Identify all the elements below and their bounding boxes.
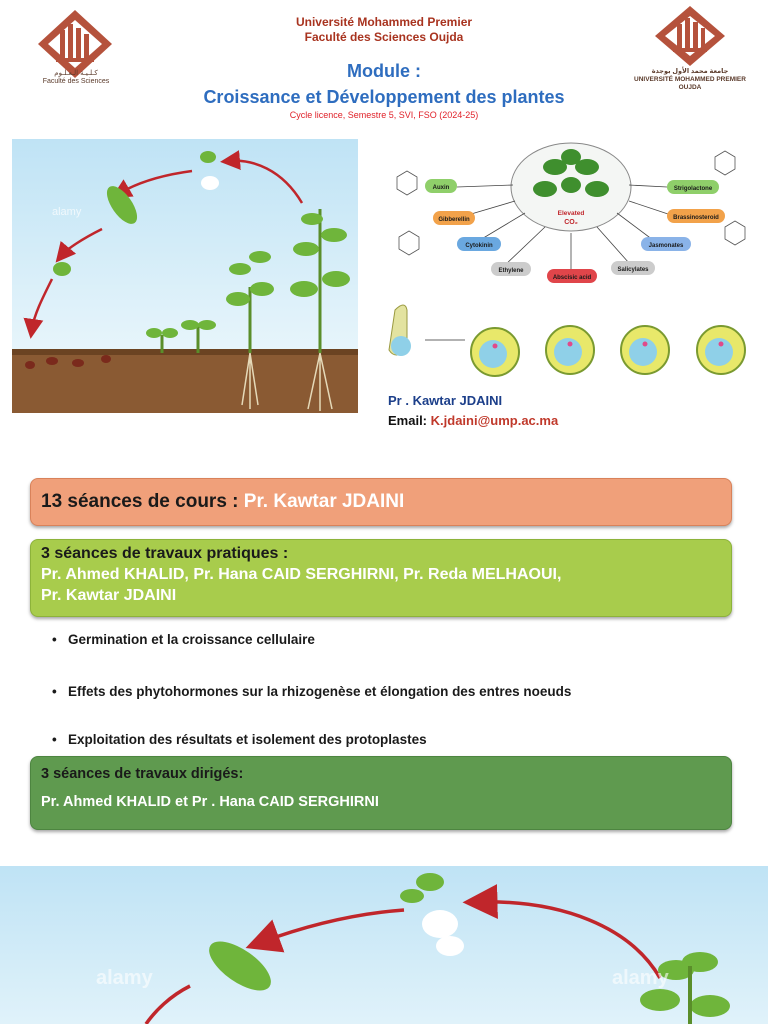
tp-teachers-line-2: Pr. Kawtar JDAINI bbox=[41, 587, 177, 604]
cell-growth-illustration bbox=[385, 300, 757, 386]
tp-topics-list bbox=[52, 632, 752, 747]
document-header bbox=[0, 0, 768, 130]
hormone-gibberellin: Gibberellin bbox=[438, 217, 470, 223]
hormone-ethylene: Ethylene bbox=[498, 268, 524, 274]
cours-label: 13 séances de cours : bbox=[41, 491, 239, 512]
watermark-text: alamy bbox=[52, 206, 82, 218]
td-label: 3 séances de travaux dirigés: bbox=[41, 766, 244, 782]
watermark-text: alamy bbox=[612, 967, 669, 989]
list-item: • Effets des phytohormones sur la rhizogenèse et élongation des entres noeuds bbox=[52, 684, 752, 699]
professor-name: Pr . Kawtar JDAINI bbox=[388, 393, 503, 408]
tp-label: 3 séances de travaux pratiques : bbox=[41, 545, 289, 562]
hormone-brassinosteroid: Brassinosteroid bbox=[673, 215, 719, 221]
td-teachers: Pr. Ahmed KHALID et Pr . Hana CAID SERGHIRNI bbox=[41, 794, 379, 810]
institution-block bbox=[0, 15, 768, 45]
course-title: Croissance et Développement des plantes bbox=[203, 87, 565, 107]
hormone-jasmonates: Jasmonates bbox=[648, 243, 684, 249]
cours-teacher: Pr. Kawtar JDAINI bbox=[243, 491, 405, 512]
faculty-name: Faculté des Sciences Oujda bbox=[304, 30, 464, 44]
email-label: Email: bbox=[388, 413, 428, 428]
university-name: Université Mohammed Premier bbox=[295, 15, 473, 29]
list-item: • Exploitation des résultats et isolement des protoplastes bbox=[52, 732, 752, 747]
center-label-co2: CO₂ bbox=[564, 219, 578, 226]
hormone-salicylates: Salicylates bbox=[617, 267, 649, 273]
center-label-elevated: Elevated bbox=[557, 210, 585, 217]
hormone-strigolactone: Strigolactone bbox=[673, 186, 713, 192]
faculty-logo-caption: كـلـيـة الـعـلـوم Faculté des Sciences bbox=[42, 70, 110, 85]
td-box bbox=[30, 756, 732, 830]
bottom-plant-illustration bbox=[0, 866, 768, 1024]
cycle-info: Cycle licence, Semestre 5, SVI, FSO (2024-25) bbox=[289, 110, 479, 120]
tp-box bbox=[30, 539, 732, 617]
cours-box bbox=[30, 478, 732, 526]
email-link[interactable]: K.jdaini@ump.ac.ma bbox=[430, 413, 559, 428]
hormone-abscisic-acid: Abscisic acid bbox=[552, 275, 592, 281]
plant-life-cycle-illustration bbox=[12, 139, 358, 413]
tp-teachers-line-1: Pr. Ahmed KHALID, Pr. Hana CAID SERGHIRNI, Pr. Reda MELHAOUI, bbox=[41, 566, 562, 583]
phytohormone-diagram bbox=[385, 137, 757, 297]
list-item: • Germination et la croissance cellulaire bbox=[52, 632, 752, 647]
hormone-cytokinin: Cytokinin bbox=[465, 243, 493, 249]
hormone-auxin: Auxin bbox=[432, 185, 450, 191]
watermark-text: alamy bbox=[96, 967, 153, 989]
university-logo-caption: جامعة محمد الأول بوجدة UNIVERSITÉ MOHAMMED PREMIER OUJDA bbox=[634, 68, 746, 91]
email-line bbox=[388, 413, 558, 428]
module-label: Module : bbox=[347, 61, 421, 81]
